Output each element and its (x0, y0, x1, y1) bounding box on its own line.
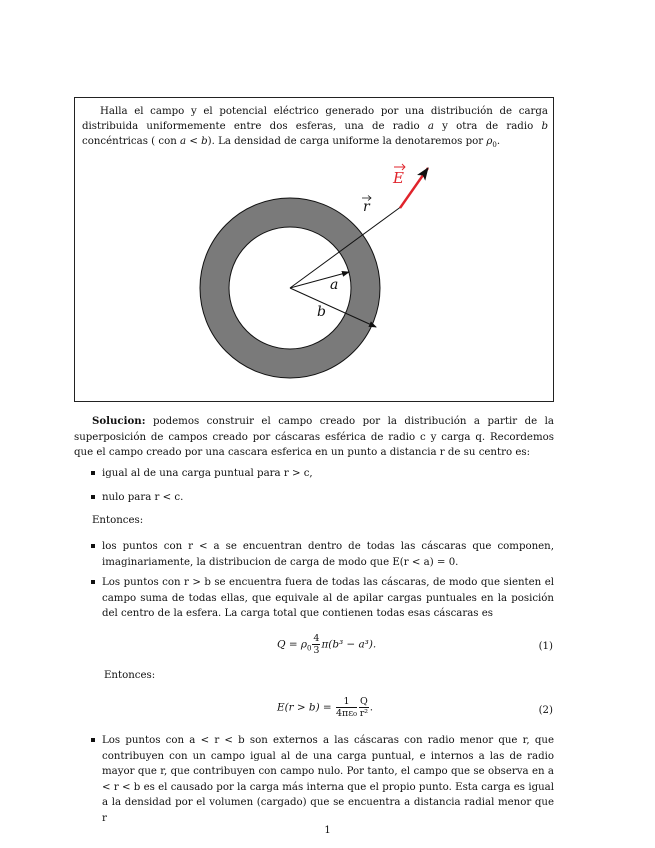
page-number: 1 (324, 825, 331, 836)
entonces-label: Entonces: (104, 670, 156, 681)
problem-statement: Halla el campo y el potencial eléctrico generado por una distribución de carga distribuida uniformemente entre dos esferas, una de radio a y otra de radio b concéntricas ( con a < b). La densidad de carga uniforme la denotaremos por $\rho_0$. (82, 106, 548, 150)
list-item: igual al de una carga puntual para r > c, (90, 466, 554, 482)
equation-2: E(r > b) = $\frac{1}{\text{4πε₀}}$ $\frac{Q}{\text{r²}}$ . (277, 696, 374, 719)
equation-1: $Q = \rho_0$ $\frac{4}{3}$ π(b³ − a³). (277, 633, 377, 656)
entonces-label: Entonces: (92, 515, 144, 526)
spherical-shell-figure (74, 150, 554, 400)
list-item: los puntos con r < a se encuentran dentro de todas las cáscaras que componen, imaginariamente, la distribucion de carga de modo que E(r < a) = 0. (90, 539, 554, 570)
list-item: nulo para r < c. (90, 490, 554, 506)
solution-intro: Solucion: podemos construir el campo creado por la distribución a partir de la superposición de campos creado por cáscaras esférica de radio c y carga q. Recordemos que el campo creado por una cascara esferica en un punto a distancia r de su centro es: (74, 415, 554, 458)
label-a: a (330, 277, 339, 293)
label-E: E (393, 169, 404, 187)
label-b: b (317, 304, 326, 320)
field-arrow-E (400, 168, 428, 208)
equation-2-number: (2) (538, 705, 553, 716)
equation-1-number: (1) (538, 641, 553, 652)
list-item: Los puntos con a < r < b son externos a las cáscaras con radio menor que r, que contribuyen con un campo igual al de una carga puntual, e internos a las de radio mayor que r, que contribuyen con campo nulo. Por tanto, el campo que se observa en a < r < b es el causado por la carga más interna que el propio punto. Esta carga es igual a la densidad por el volumen (cargado) que se encuentra a distancia radial menor que r (90, 733, 554, 826)
list-item: Los puntos con r > b se encuentra fuera de todas las cáscaras, de modo que sienten el campo suma de todas ellas, que equivale al de apilar cargas puntuales en la posición del centro de la esfera. La carga total que contienen todas esas cáscaras es (90, 575, 554, 622)
label-r: r (363, 199, 370, 215)
